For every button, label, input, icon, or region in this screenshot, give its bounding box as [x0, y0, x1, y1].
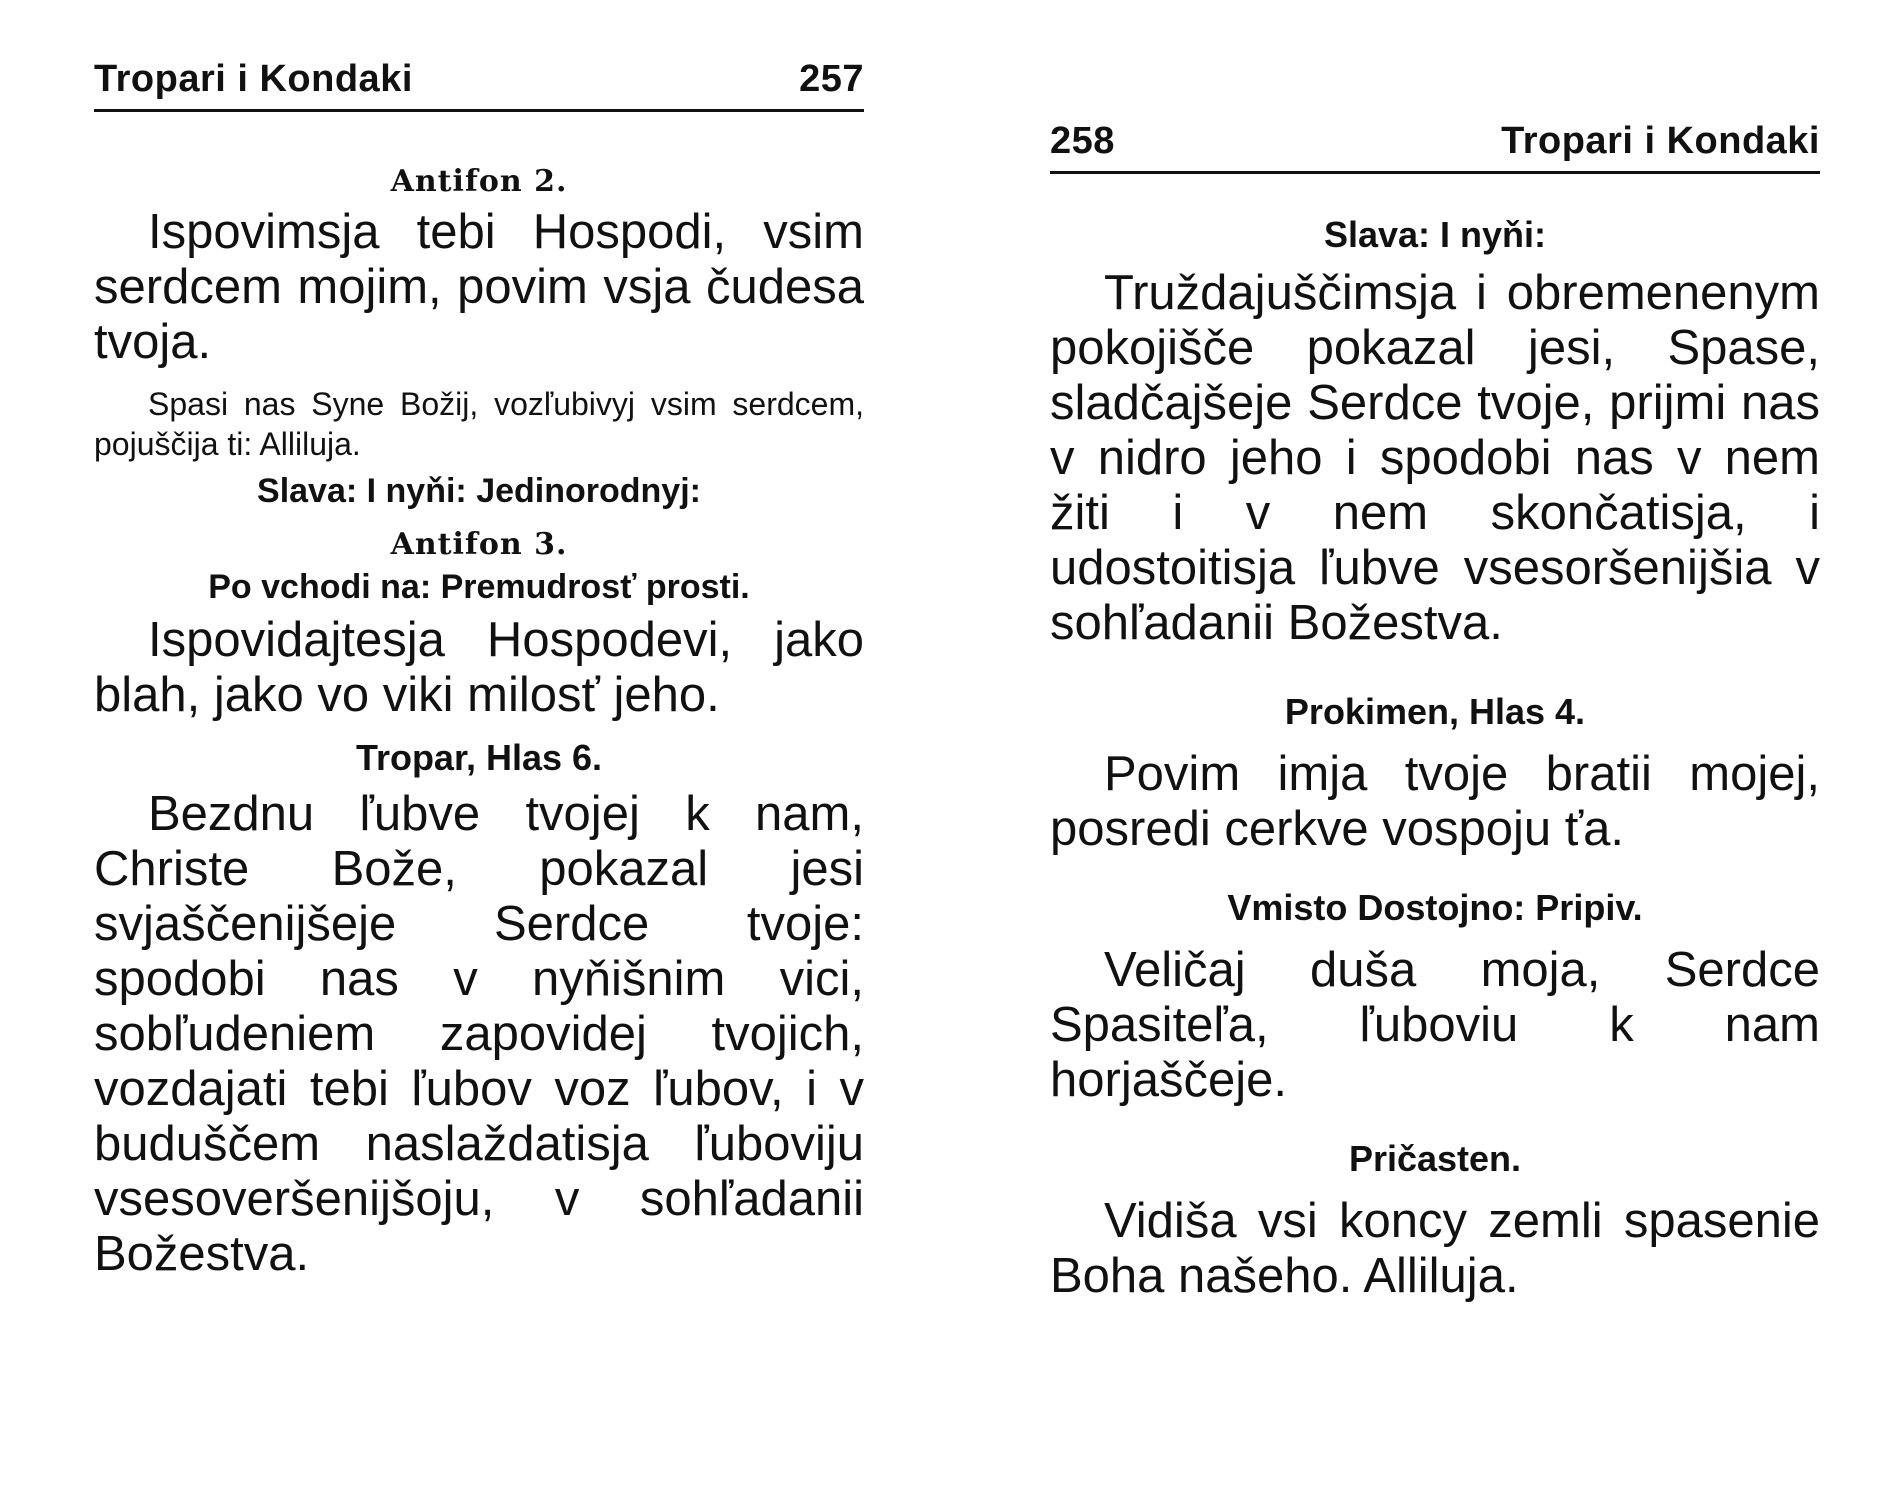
prokimen-text: Povim imja tvoje bratii mojej, posredi cerkve vospoju ťa.	[1050, 747, 1820, 856]
antifon-2-heading: Antifon 2.	[390, 164, 568, 199]
left-header-title: Tropari i Kondaki	[94, 58, 413, 100]
prokimen-heading: Prokimen, Hlas 4.	[1284, 691, 1586, 732]
tropar-heading: Tropar, Hlas 6.	[355, 737, 603, 778]
pricasten-text: Vidiša vsi koncy zemli spasenie Boha našeho. Alliluja.	[1050, 1194, 1820, 1303]
antifon-2-text: Ispovimsja tebi Hospodi, vsim serdcem mojim, povim vsja čudesa tvoja.	[94, 205, 864, 369]
right-page-number: 258	[1050, 120, 1115, 162]
right-header-title: Tropari i Kondaki	[1501, 120, 1820, 162]
slava-heading: Slava: I nyňi:	[1323, 214, 1547, 255]
tropar-text: Bezdnu ľubve tvojej k nam, Christe Bože, pokazal jesi svjaščenijšeje Serdce tvoje: spodobi nas v nyňišnim vici, sobľudeniem zapovidej tvojich, vozdajati tebi ľubov voz ľubov, i v buduščem naslaždatisja ľuboviju vsesoveršenijšoju, v sohľadanii Božestva.	[94, 787, 864, 1281]
vmisto-dostojno-heading: Vmisto Dostojno: Pripiv.	[1227, 887, 1643, 928]
left-page-number: 257	[799, 58, 864, 100]
right-running-header	[1050, 120, 1820, 174]
left-running-header	[94, 58, 864, 112]
pricasten-heading: Pričasten.	[1348, 1138, 1522, 1179]
antifon-3-text: Ispovidajtesja Hospodevi, jako blah, jako vo viki milosť jeho.	[94, 613, 864, 722]
right-page	[1050, 0, 1820, 1304]
vmisto-dostojno-text: Veličaj duša moja, Serdce Spasiteľa, ľuboviu k nam horjaščeje.	[1050, 943, 1820, 1107]
antifon-3-rubric: Po vchodi na: Premudrosť prosti.	[208, 568, 750, 606]
slava-text: Truždajuščimsja i obremenenym pokojišče pokazal jesi, Spase, sladčajšeje Serdce tvoje, prijmi nas v nidro jeho i spodobi nas v nem žiti i v nem skončatisja, i udostoitisja ľubve vsesoršenijšia v sohľadanii Božestva.	[1050, 266, 1820, 650]
slava-jedinorodnyj-line: Slava: I nyňi: Jedinorodnyj:	[257, 472, 701, 510]
antifon-2-refrain: Spasi nas Syne Božij, vozľubivyj vsim serdcem, pojuščija ti: Alliluja.	[94, 386, 864, 462]
antifon-3-heading: Antifon 3.	[390, 527, 568, 562]
left-page	[94, 0, 864, 1282]
